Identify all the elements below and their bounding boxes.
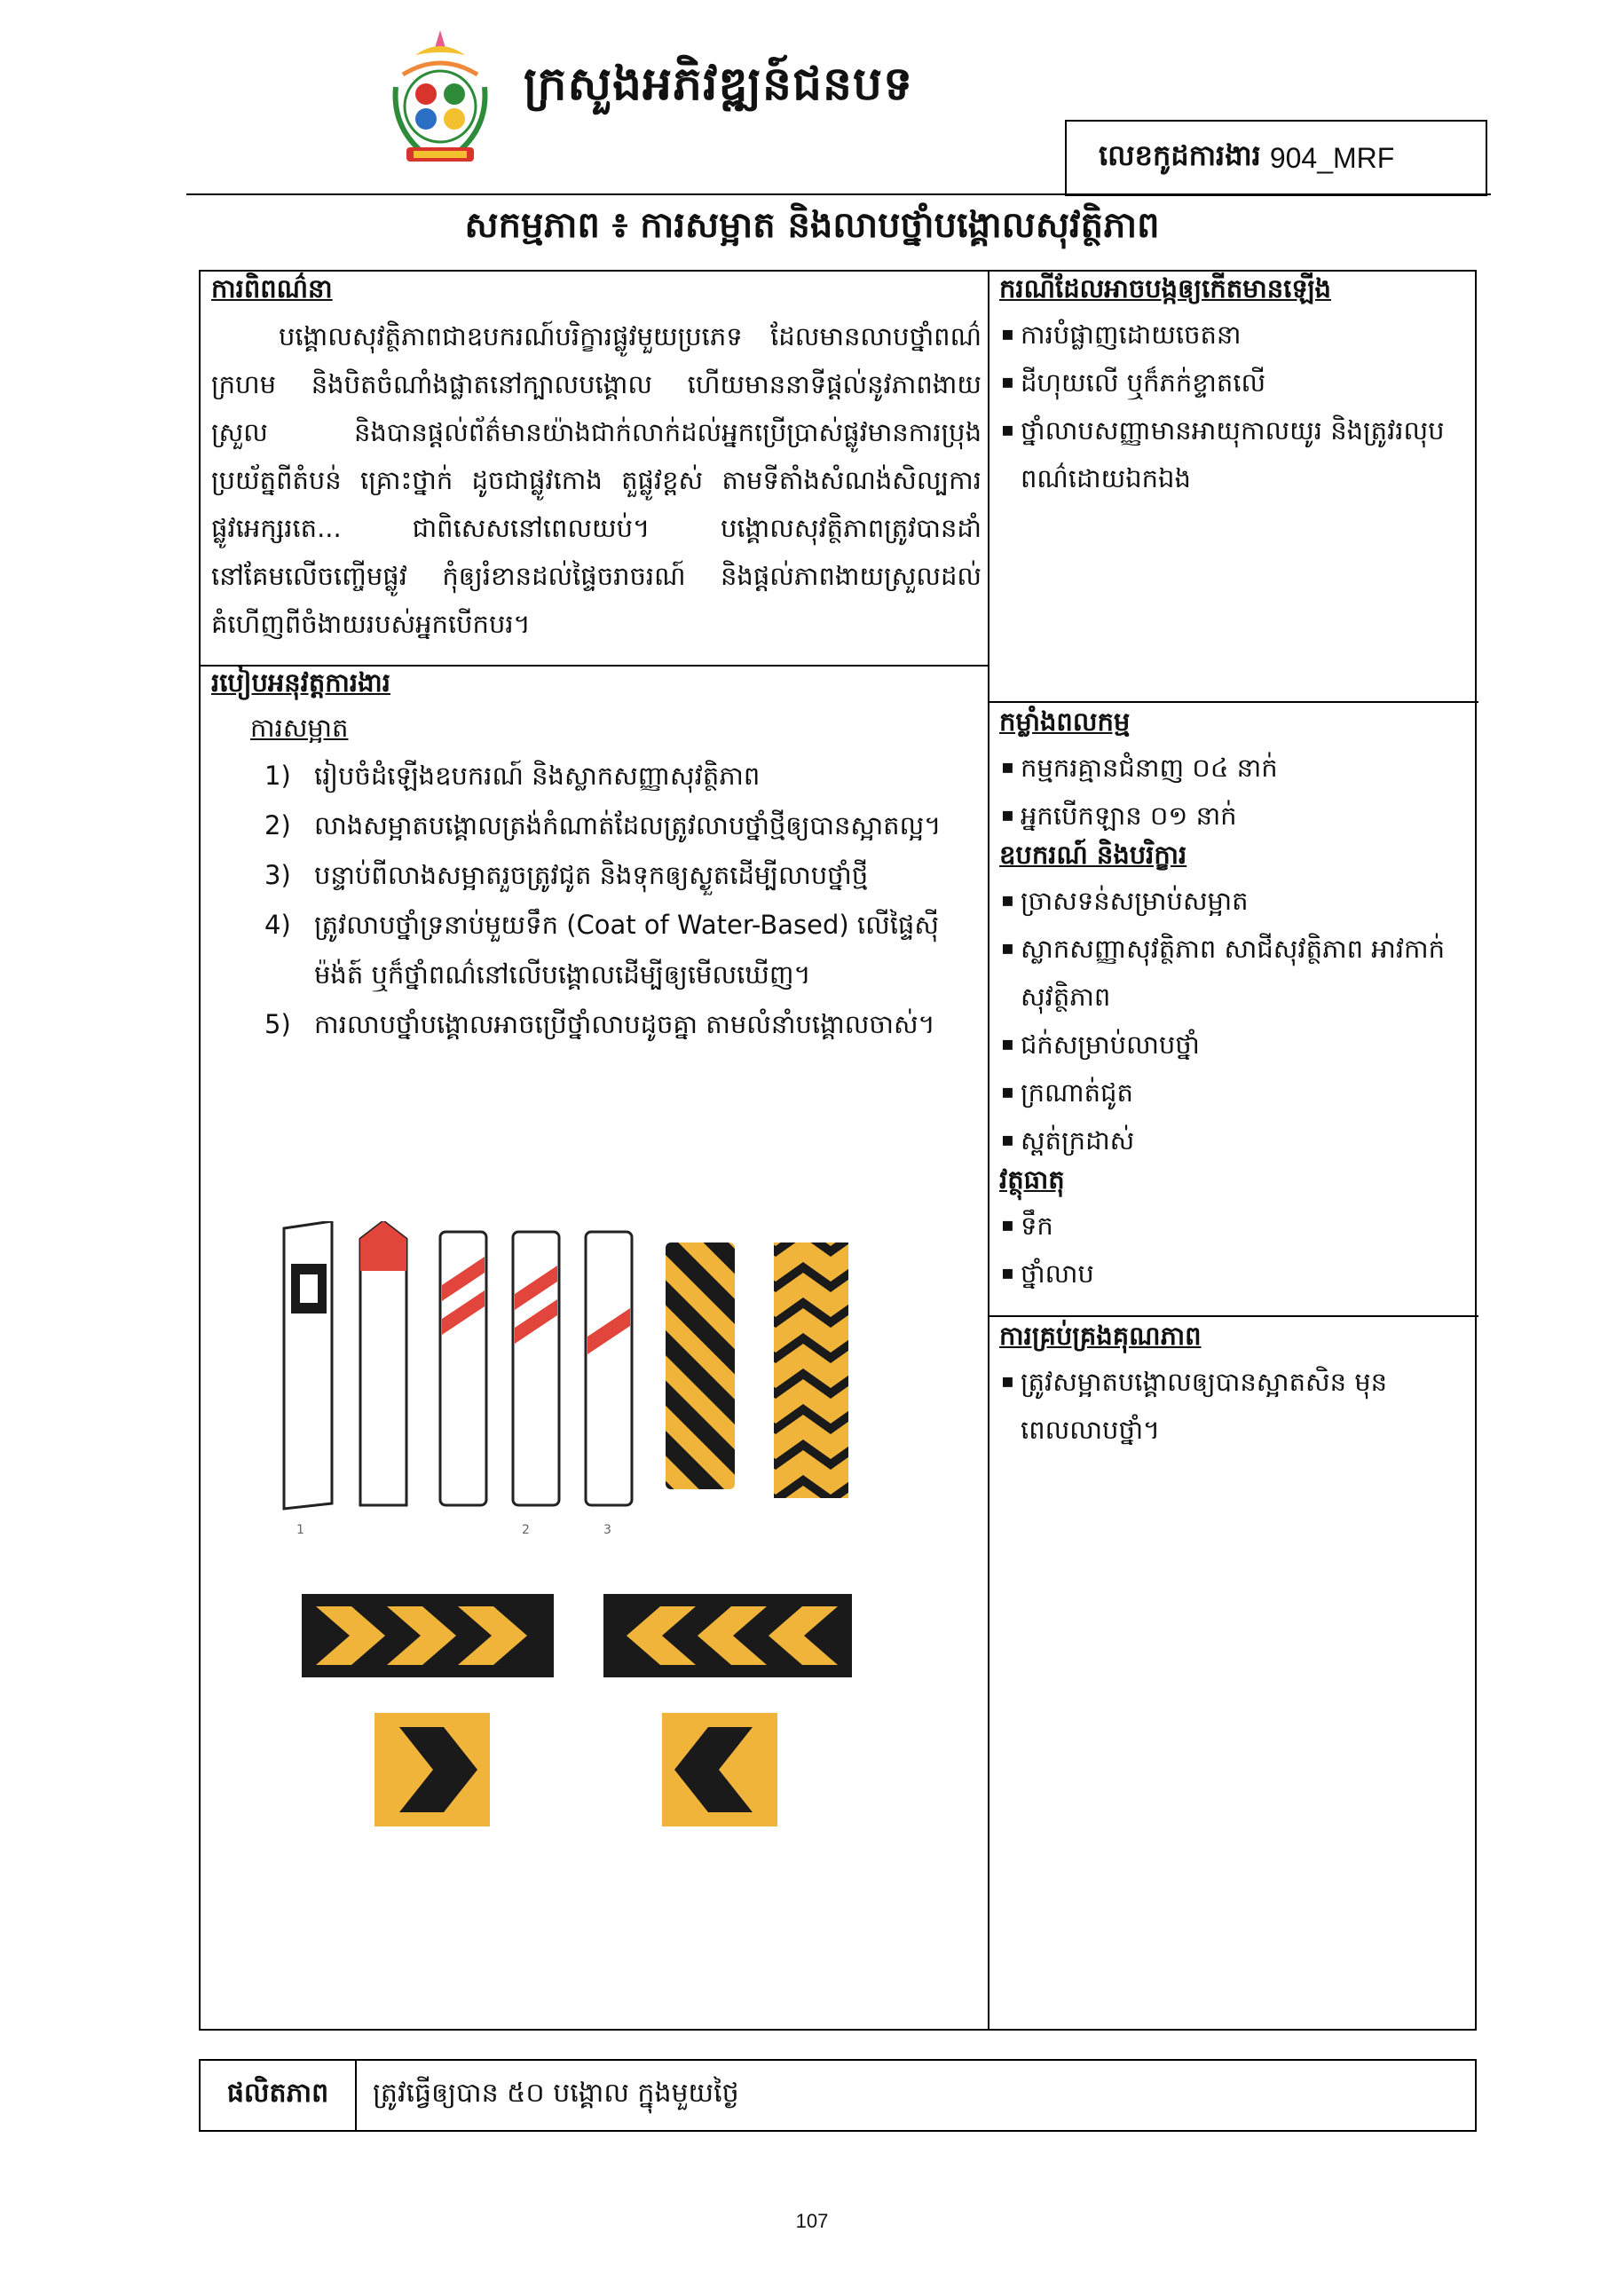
output-table (199, 2059, 1477, 2132)
hazard-item: ▪ ការបំផ្លាញដោយចេតនា (999, 311, 1470, 359)
post-label-3: 3 (603, 1523, 611, 1537)
tools-list (999, 877, 1470, 1164)
description-text: បង្គោលសុវត្ថិភាពជាឧបករណ៍បរិក្ខារផ្លូវមួយប្រភេទ ដែលមានលាបថ្នាំពណ៌ក្រហម និងបិតចំណាំងផ្លាតនៅក្បាលបង្គោល ហើយមាននាទីផ្ដល់នូវភាពងាយស្រួល និងបានផ្ដល់ព័ត៌មានយ៉ាងជាក់លាក់ដល់អ្នកប្រើប្រាស់ផ្លូវមានការប្រុងប្រយ័ត្នពីតំបន់ គ្រោះថ្នាក់ ដូចជាផ្លូវកោង តួផ្លូវខ្ពស់ តាមទីតាំងសំណង់សិល្បការផ្លូវអេក្សរតេ... ជាពិសេសនៅពេលយប់។ បង្គោលសុវត្ថិភាពត្រូវបានដាំនៅគែមលើចញ្ចើមផ្លូវ កុំឲ្យរំខានដល់ផ្ទៃចរាចរណ៍ និងផ្ដល់ភាពងាយស្រួលដល់គំហើញពីចំងាយរបស់អ្នកបើកបរ។ (211, 321, 981, 639)
tool-item: ▪ ក្រណាត់ជូត (999, 1069, 1470, 1116)
chevron-sign-left (662, 1713, 777, 1826)
step-text: រៀបចំដំឡើងឧបករណ៍ និងស្លាកសញ្ញាសុវត្ថិភាព (314, 761, 761, 791)
step-item (264, 900, 981, 999)
procedure-heading: របៀបអនុវត្តការងារ (211, 667, 390, 698)
hazards-cell (999, 273, 1470, 502)
post-black-yellow-chevron (774, 1242, 848, 1498)
step-number: 5) (264, 1009, 291, 1039)
hazards-heading: ករណីដែលអាចបង្កឲ្យកើតមានឡើង (999, 273, 1331, 304)
workforce-item: ▪ កម្មករគ្មានជំនាញ ០៤ នាក់ (999, 744, 1470, 792)
row-divider-left (201, 665, 989, 667)
post-label-2: 2 (522, 1523, 530, 1537)
procedure-subheading: ការសម្អាត (250, 713, 349, 743)
hazard-item: ▪ ដីហុយលើ ឬក៏ភក់ខ្ទាតលើ (999, 359, 1470, 406)
quality-list (999, 1358, 1470, 1454)
step-text: ការលាបថ្នាំបង្គោលអាចប្រើថ្នាំលាបដូចគ្នា តាមលំនាំបង្គោលចាស់។ (314, 1009, 935, 1039)
tool-item: ▪ ស្ពត់ក្រដាស់ (999, 1116, 1470, 1164)
procedure-steps (264, 751, 981, 1049)
tools-heading: ឧបករណ៍ និងបរិក្ខារ (999, 840, 1187, 870)
safety-posts-illustration (280, 1221, 955, 2047)
chevron-board-left (603, 1594, 852, 1677)
step-item (264, 850, 981, 900)
resources-cell (999, 706, 1470, 1298)
step-item (264, 999, 981, 1049)
materials-list (999, 1202, 1470, 1298)
ministry-name: ក្រសួងអភិវឌ្ឍន៍ជនបទ (524, 58, 914, 111)
column-divider (988, 272, 989, 2029)
step-text: ត្រូវលាបថ្នាំទ្រនាប់មួយទឹក (Coat of Water-Based) លើផ្ទៃស៊ីម៉ង់ត៍ ឬក៏ថ្នាំពណ៌នៅលើបង្គោលដើម្បីឲ្យមើលឃើញ។ (314, 910, 939, 990)
step-item (264, 801, 981, 850)
step-number: 2) (264, 810, 291, 840)
post-red-top (360, 1221, 406, 1505)
quality-heading: ការគ្រប់គ្រងគុណភាព (999, 1321, 1202, 1351)
hazards-list (999, 311, 1470, 502)
post-red-stripes-double (440, 1232, 486, 1505)
page-number: 107 (795, 2210, 829, 2232)
work-code-value: 904_MRF (1269, 141, 1395, 174)
hazard-item: ▪ ថ្នាំលាបសញ្ញាមានអាយុកាលយូរ និងត្រូវរលុបពណ៌ដោយឯកឯង (999, 406, 1470, 502)
materials-heading: វត្ថុធាតុ (999, 1164, 1065, 1195)
ministry-logo (383, 25, 497, 176)
description-heading: ការពិពណ៌នា (211, 273, 333, 304)
work-code-label: លេខកូដការងារ (1099, 138, 1261, 172)
post-white-reflector (284, 1221, 332, 1509)
post-red-stripe (586, 1232, 632, 1505)
description-cell (211, 273, 981, 648)
step-number: 1) (264, 761, 291, 791)
step-text: បន្ទាប់ពីលាងសម្អាតរួចត្រូវជូត និងទុកឲ្យស្ងួតដើម្បីលាបថ្នាំថ្មី (314, 860, 869, 890)
quality-item: ▪ ត្រូវសម្អាតបង្គោលឲ្យបានស្អាតសិន មុនពេលលាបថ្នាំ។ (999, 1358, 1470, 1454)
tool-item: ▪ ស្លាកសញ្ញាសុវត្ថិភាព សាជីសុវត្ថិភាព អាវកាក់សុវត្ថិភាព (999, 925, 1470, 1021)
workforce-list (999, 744, 1470, 840)
step-number: 4) (264, 910, 291, 940)
row-divider-materials (989, 1315, 1478, 1317)
material-item: ▪ ថ្នាំលាប (999, 1250, 1470, 1298)
chevron-board-right (302, 1594, 554, 1677)
tool-item: ▪ ជក់សម្រាប់លាបថ្នាំ (999, 1021, 1470, 1069)
workforce-item: ▪ អ្នកបើកឡាន ០១ នាក់ (999, 792, 1470, 840)
material-item: ▪ ទឹក (999, 1202, 1470, 1250)
tool-item: ▪ ច្រាសទន់សម្រាប់សម្អាត (999, 877, 1470, 925)
header-divider (186, 193, 1491, 195)
chevron-sign-right (374, 1713, 490, 1826)
step-text: លាងសម្អាតបង្គោលត្រង់កំណាត់ដែលត្រូវលាបថ្នាំថ្មីឲ្យបានស្អាតល្អ។ (314, 810, 942, 840)
output-value: ត្រូវធ្វើឲ្យបាន ៥០ បង្គោល ក្នុងមួយថ្ងៃ (373, 2078, 739, 2109)
work-code-box (1065, 120, 1487, 196)
output-label: ផលិតភាព (201, 2061, 357, 2130)
quality-cell (999, 1321, 1470, 1454)
workforce-heading: កម្លាំងពលកម្ម (999, 706, 1131, 737)
activity-title: សកម្មភាព ៖ ការសម្អាត និងលាបថ្នាំបង្គោលសុវត្ថិភាព (464, 205, 1160, 246)
main-table (199, 270, 1477, 2031)
post-black-yellow-diagonal (666, 1242, 735, 1489)
row-divider-hazards (989, 701, 1478, 703)
step-number: 3) (264, 860, 291, 890)
procedure-cell (211, 667, 981, 1049)
post-red-stripes-single (513, 1232, 559, 1505)
post-label-1: 1 (296, 1523, 304, 1537)
step-item (264, 751, 981, 801)
